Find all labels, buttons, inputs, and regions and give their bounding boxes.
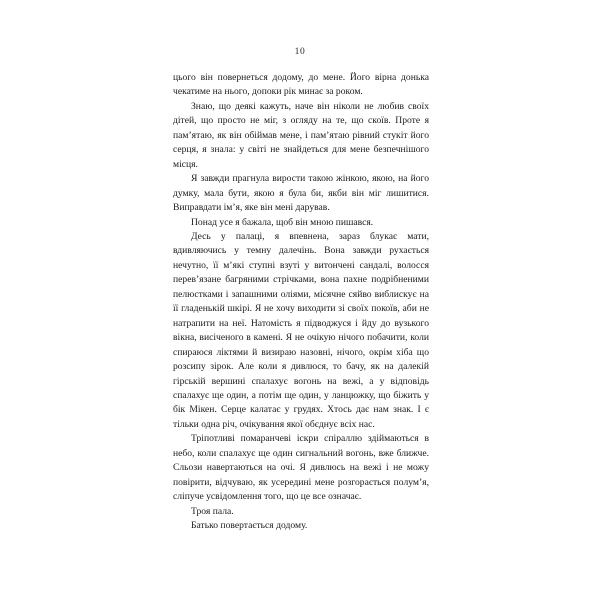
paragraph: цього він повернеться додому, до мене. Його вірна донька чекатиме на нього, допоки рік минає за роком. [173,72,429,98]
paragraph: Понад усе я бажала, щоб він мною пишався. [191,216,374,228]
paragraph: Тріпотливі помаранчеві іскри спіраллю здіймаються в небо, коли спалахує ще один сигнальний вогонь, вже ближче. Сльози навертаються на очі. Я дивлюсь на вежі і не можу повірити, відчуваю, як усередині мене розгорається полум’я, сліпуче усвідомлення того, що це все означає. [173,433,429,503]
paragraph: Знаю, що деякі кажуть, наче він ніколи не любив своїх дітей, що просто не міг, з огляду на те, що скоїв. Проте я пам’ятаю, як він обіймав мене, і пам’ятаю рівний стукіт його серця, я знала: у світі не знайдеться для мене безпечнішого місця. [173,100,429,170]
page-number: 10 [294,47,306,57]
paragraph: Батько повертається додому. [191,520,308,532]
body-text-block [173,71,429,534]
paragraph: Десь у палаці, я впевнена, зараз блукає мати, вдивляючись у темну далечінь. Вона завжди рухається нечутно, її м’які ступні взуті у витончені сандалі, волосся перев’язане багряними стрічками, вона пахне подрібненими пелюстками і запашними оліями, місячне сяйво виблискує на її гладенькій шкірі. Я не хочу виходити зі своїх покоїв, аби не натрапити на неї. Натомість я підводжуся і йду до вузького вікна, висіченого в камені. Я не очікую нічого побачити, коли спираюся ліктями й визираю назовні, нічого, окрім хіба що розсипу зірок. Але коли я дивлюся, то бачу, як на далекій гірській вершині спалахує вогонь на вежі, а у відповідь спалахує ще один, а потім ще один, у ланцюжку, що біжить у бік Мікен. Серце калатає у грудях. Хтось дає нам знак. І є тільки одна річ, очікування якої обєднує всіх нас. [173,230,429,430]
paragraph: Я завжди прагнула вирости такою жінкою, якою, на його думку, мала бути, якою я була би, якби він міг лишитися. Виправдати ім’я, яке він мені дарував. [173,173,429,214]
paragraph: Троя пала. [191,505,234,517]
